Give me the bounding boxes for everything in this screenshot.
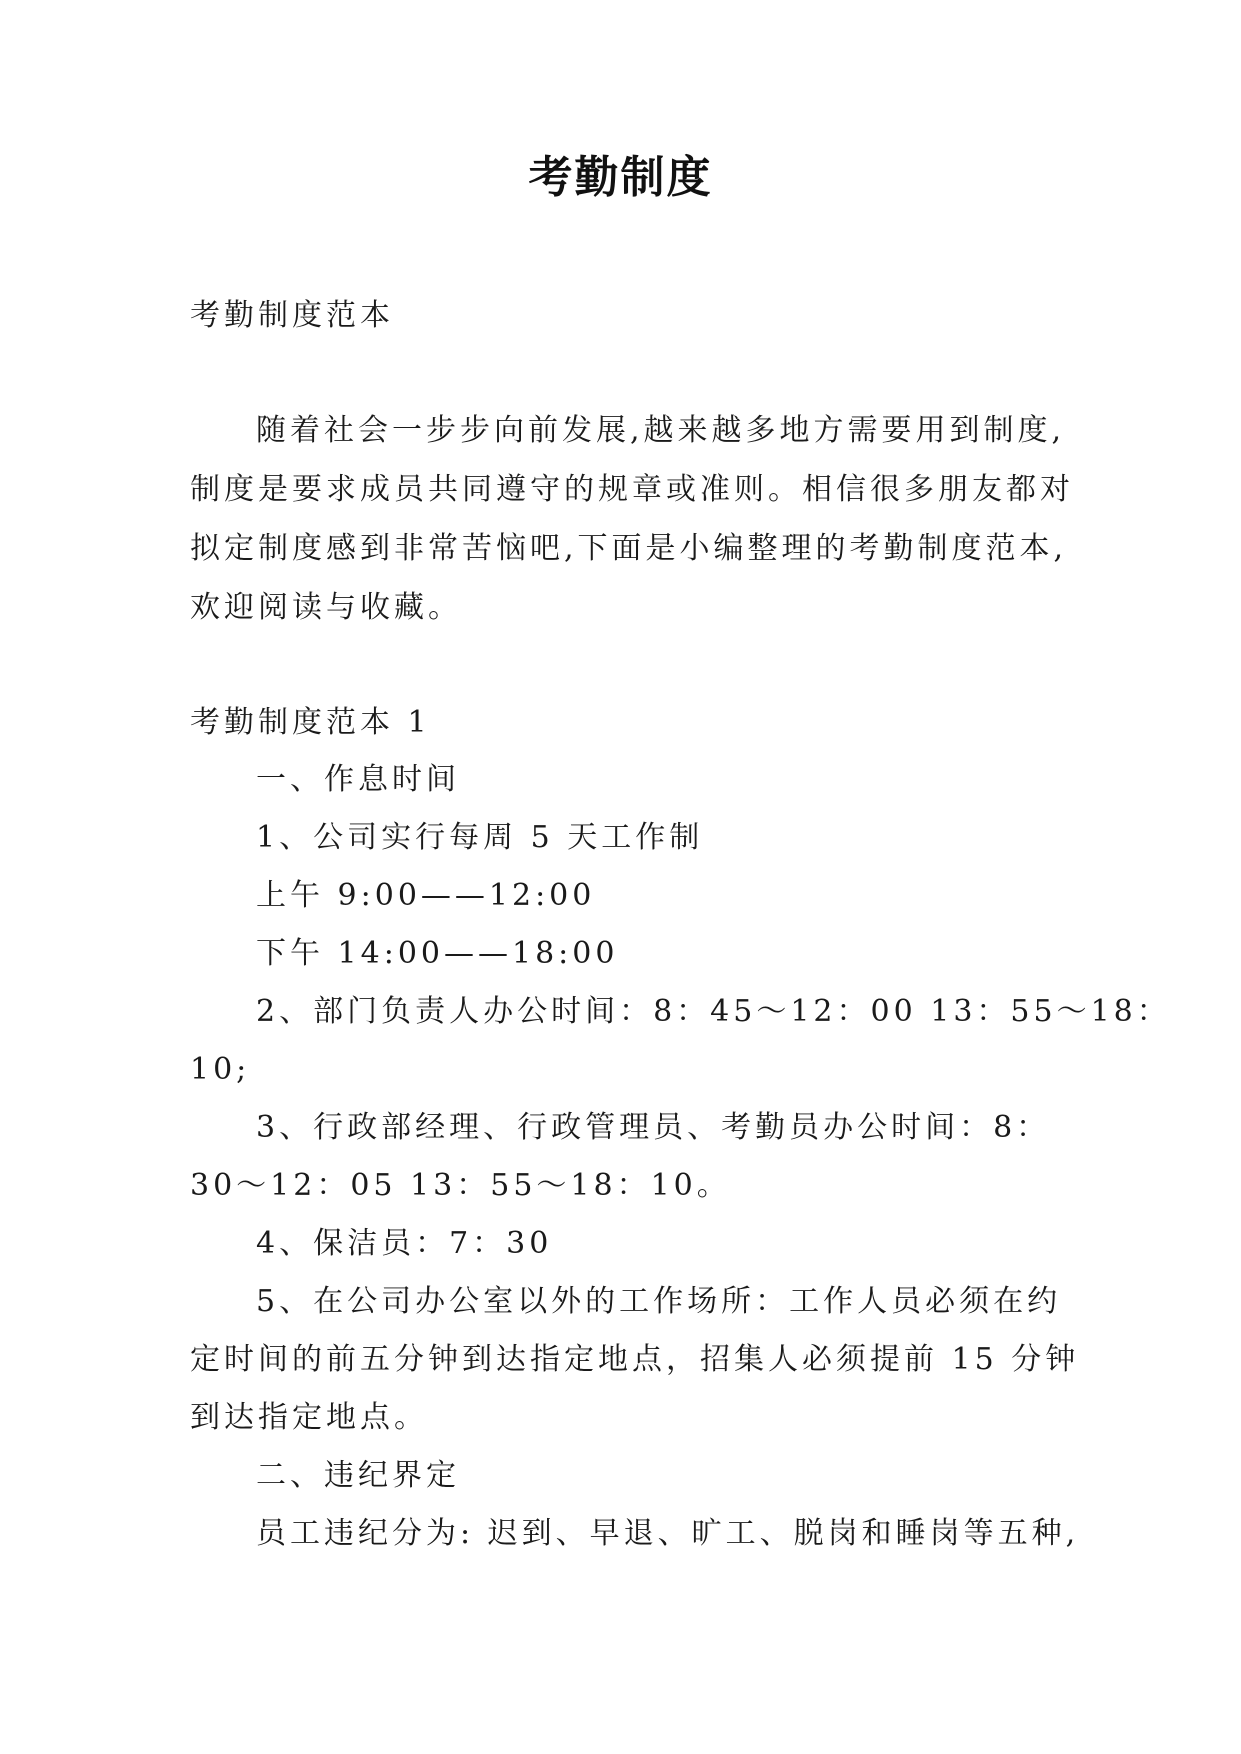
paragraph-line: 2、部门负责人办公时间：8：45～12：00 13：55～18： [256, 994, 1171, 1029]
section-heading: 考勤制度范本 1 [190, 705, 431, 740]
paragraph-line: 员工违纪分为: 迟到、早退、旷工、脱岗和睡岗等五种, [256, 1516, 1080, 1551]
paragraph-line: 1、公司实行每周 5 天工作制 [256, 820, 704, 855]
paragraph-line: 10; [190, 1052, 251, 1087]
section-heading: 考勤制度范本 [190, 298, 394, 333]
document-title: 考勤制度 [528, 152, 713, 203]
paragraph-line: 制度是要求成员共同遵守的规章或准则。相信很多朋友都对 [190, 472, 1074, 507]
paragraph-line: 下午 14:00——18:00 [256, 936, 619, 971]
paragraph-line: 随着社会一步步向前发展,越来越多地方需要用到制度, [256, 413, 1066, 448]
paragraph-line: 4、保洁员：7：30 [256, 1226, 553, 1261]
paragraph-line: 拟定制度感到非常苦恼吧,下面是小编整理的考勤制度范本, [190, 531, 1068, 566]
paragraph-line: 上午 9:00——12:00 [256, 878, 596, 913]
paragraph-line: 30～12：05 13：55～18：10。 [190, 1168, 731, 1203]
paragraph-line: 欢迎阅读与收藏。 [190, 590, 462, 625]
subsection-heading: 一、作息时间 [256, 762, 460, 797]
paragraph-line: 5、在公司办公室以外的工作场所：工作人员必须在约 [256, 1284, 1062, 1319]
paragraph-line: 定时间的前五分钟到达指定地点，招集人必须提前 15 分钟 [190, 1342, 1080, 1377]
paragraph-line: 3、行政部经理、行政管理员、考勤员办公时间：8： [256, 1110, 1051, 1145]
subsection-heading: 二、违纪界定 [256, 1458, 460, 1493]
paragraph-line: 到达指定地点。 [190, 1400, 428, 1435]
